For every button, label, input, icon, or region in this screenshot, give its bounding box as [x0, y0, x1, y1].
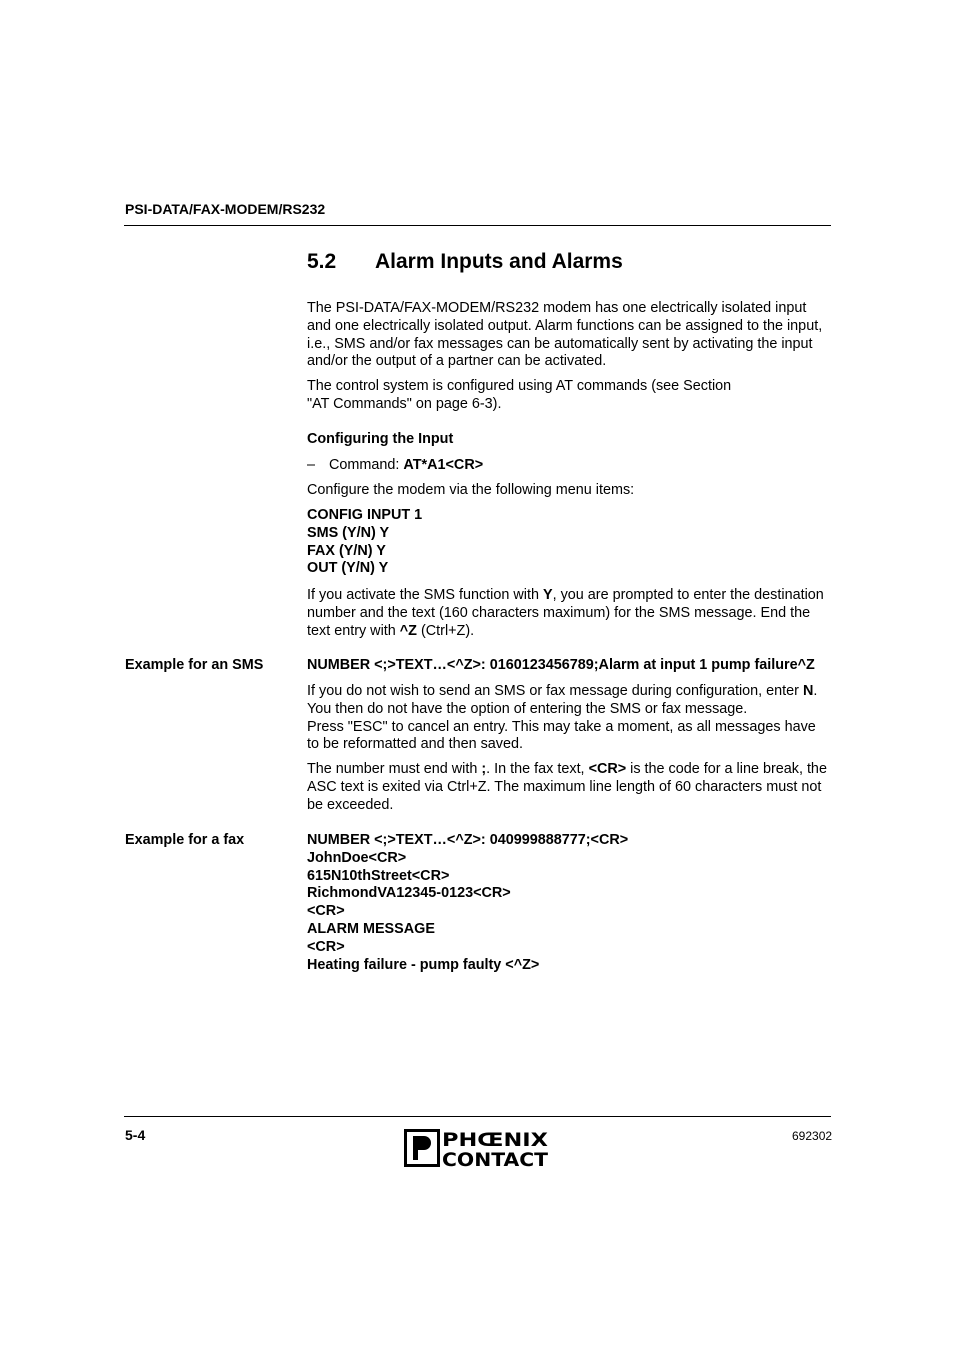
sms-example-label: Example for an SMS [125, 657, 264, 673]
fax-line: JohnDoe<CR> [307, 849, 407, 866]
section-number: 5.2 [307, 250, 337, 273]
sms-activation-paragraph: If you activate the SMS function with Y, you are prompted to enter the destination number and the text (160 characters maximum) for the SMS message. End the text entry with ^Z (Ctrl+Z). [307, 587, 824, 639]
header-rule [124, 225, 831, 226]
menu-item: OUT (Y/N) Y [307, 560, 389, 577]
fax-example-label: Example for a fax [125, 832, 245, 848]
fax-line: NUMBER <;>TEXT…<^Z>: 040999888777;<CR> [307, 832, 629, 848]
section-title: Alarm Inputs and Alarms [375, 250, 623, 273]
sms-example-code: NUMBER <;>TEXT…<^Z>: 0160123456789;Alarm at input 1 pump failure^Z [307, 657, 815, 673]
fax-line: ALARM MESSAGE [307, 920, 435, 937]
running-header: PSI-DATA/FAX-MODEM/RS232 [125, 201, 326, 217]
intro-paragraph-1: The PSI-DATA/FAX-MODEM/RS232 modem has one electrically isolated input and one electrically isolated output. Alarm functions can be assigned to the input, i.e., SMS and/or fax messages can be automatically sent by activating the input and/or the output of a partner can be activated. [307, 300, 823, 370]
document-number: 692302 [792, 1129, 833, 1143]
command-code: AT*A1<CR> [403, 457, 484, 473]
fax-line: Heating failure - pump faulty <^Z> [307, 956, 540, 973]
fax-line: RichmondVA12345-0123<CR> [307, 885, 511, 902]
svg-text:PHŒNIX: PHŒNIX [442, 1129, 549, 1151]
fax-line: <CR> [307, 938, 345, 955]
menu-item: SMS (Y/N) Y [307, 524, 390, 541]
command-line: – Command: AT*A1<CR> [307, 457, 484, 473]
fax-line: <CR> [307, 903, 345, 920]
fax-example-code [307, 832, 831, 974]
menu-items [307, 507, 831, 578]
footer-rule [124, 1116, 831, 1117]
page-number: 5-4 [125, 1127, 146, 1143]
subheading-configuring-input: Configuring the Input [307, 431, 454, 447]
menu-item: FAX (Y/N) Y [307, 542, 386, 559]
sms-note-paragraph: If you do not wish to send an SMS or fax message during configuration, enter N. You then do not have the option of entering the SMS or fax message. Press "ESC" to cancel an entry. This may take a moment, as all messages have to be reformatted and then saved. [307, 683, 818, 753]
svg-text:CONTACT: CONTACT [442, 1149, 549, 1169]
fax-line: 615N10thStreet<CR> [307, 867, 450, 884]
phoenix-contact-logo [404, 1127, 552, 1169]
menu-intro: Configure the modem via the following menu items: [307, 482, 635, 498]
intro-paragraph-2: The control system is configured using AT commands (see Section "AT Commands" on page 6-3). [307, 378, 732, 412]
dash-bullet: – [307, 457, 316, 473]
menu-item: CONFIG INPUT 1 [307, 507, 423, 523]
number-format-paragraph: The number must end with ;. In the fax text, <CR> is the code for a line break, the ASC text is exited via Ctrl+Z. The maximum line length of 60 characters must not be exceeded. [307, 761, 827, 813]
